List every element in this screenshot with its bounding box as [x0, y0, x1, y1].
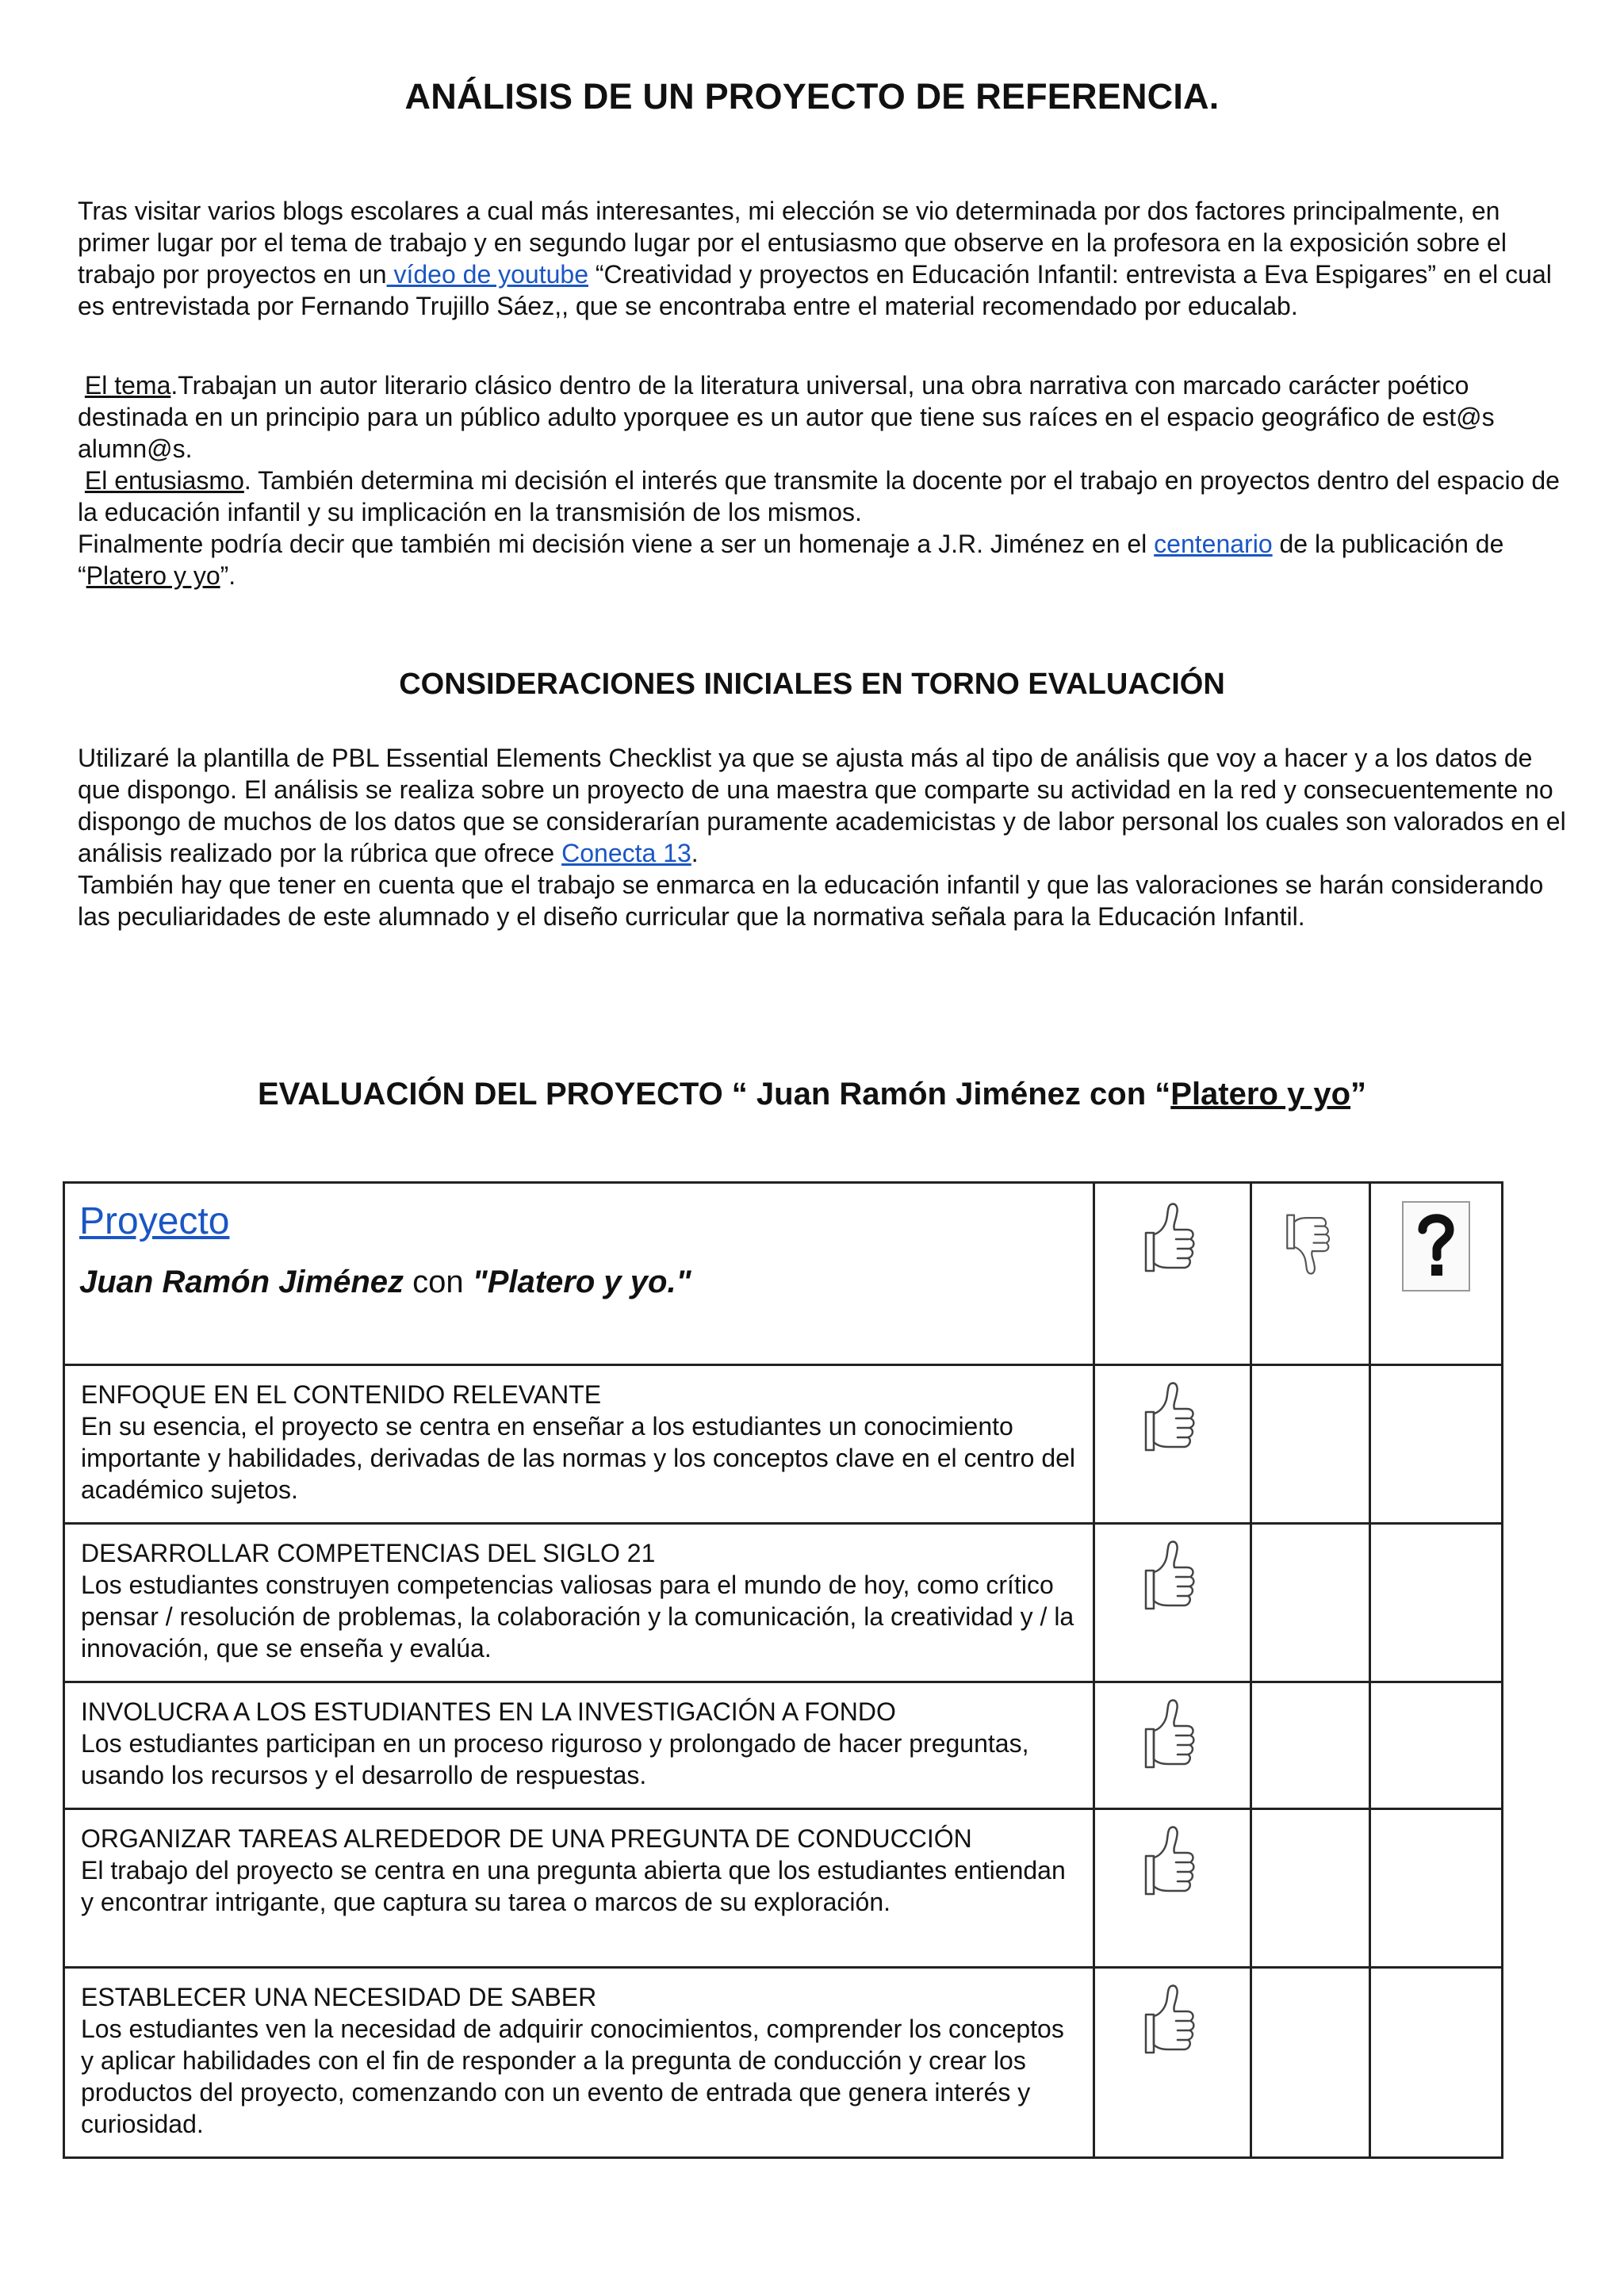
- intro-text-2: “Creatividad y proyectos en Educación Infantil: entrevista a Eva Espigares” en el cual es entrevistada por Fernando Trujillo Sáez,, que se encontraba entre el material recomendado por educalab.: [78, 260, 1552, 320]
- thumbs-up-icon: [1141, 1694, 1205, 1781]
- table-row: [64, 1682, 1503, 1809]
- entusiasmo-text: . También determina mi decisión el interés que transmite la docente por el trabajo en proyectos dentro del espacio de la educación infantil y su implicación en la transmisión de los mismos.: [78, 466, 1560, 526]
- tema-paragraph: [78, 369, 1568, 465]
- thumbs-up-icon: [1141, 1377, 1205, 1464]
- thumbs-up-icon: [1141, 1821, 1205, 1908]
- final-paragraph: [78, 528, 1568, 591]
- rating-thumbs-down-cell: [1251, 1524, 1370, 1682]
- rating-thumbs-down-cell: [1251, 1809, 1370, 1968]
- table-header-row: [64, 1183, 1503, 1365]
- rating-thumbs-up-cell: [1094, 1524, 1251, 1682]
- youtube-video-link[interactable]: vídeo de youtube: [386, 260, 588, 289]
- rating-question-cell: [1370, 1809, 1503, 1968]
- criterion-description: Los estudiantes ven la necesidad de adquirir conocimientos, comprender los conceptos y aplicar habilidades con el fin de responder a la pregunta de conducción y crear los productos del proyecto, comenzando con un evento de entrada que genera interés y curiosidad.: [81, 2015, 1064, 2138]
- final-book: Platero y yo: [86, 561, 220, 590]
- consideraciones-paragraph-2: También hay que tener en cuenta que el trabajo se enmarca en la educación infantil y que las valoraciones se harán considerando las peculiaridades de este alumnado y el diseño curricular que la normativa señala para la Educación Infantil.: [78, 871, 1544, 931]
- evaluacion-heading-close: ”: [1350, 1077, 1367, 1112]
- rating-thumbs-up-cell: [1094, 1365, 1251, 1524]
- criterion-title: DESARROLLAR COMPETENCIAS DEL SIGLO 21: [81, 1539, 656, 1567]
- final-text-2: de la publicación de “: [78, 530, 1504, 590]
- final-text-1: Finalmente podría decir que también mi decisión viene a ser un homenaje a J.R. Jiménez en el: [78, 530, 1155, 558]
- header-thumbs-down-cell: [1251, 1183, 1370, 1365]
- intro-text-1: Tras visitar varios blogs escolares a cual más interesantes, mi elección se vio determinada por dos factores principalmente, en primer lugar por el tema de trabajo y en segundo lugar por el entusiasmo que observe en la profesora en la exposición sobre el trabajo por proyectos en un: [78, 197, 1507, 289]
- tema-text: .Trabajan un autor literario clásico dentro de la literatura universal, una obra narrativa con marcado carácter poético destinada en un principio para un público adulto yporquee es un autor que tiene sus raíces en el espacio geográfico de est@s alumn@s.: [78, 371, 1495, 463]
- project-subtitle: [79, 1265, 1078, 1300]
- conecta13-link[interactable]: Conecta 13: [561, 839, 691, 867]
- consideraciones-paragraph-1: [78, 742, 1568, 869]
- thumbs-down-icon: [1283, 1201, 1339, 1280]
- thumbs-up-icon: [1141, 1536, 1205, 1623]
- criterion-description: En su esencia, el proyecto se centra en enseñar a los estudiantes un conocimiento importante y habilidades, derivadas de las normas y los conceptos clave en el centro del académico sujetos.: [81, 1412, 1076, 1504]
- consideraciones-text-1: Utilizaré la plantilla de PBL Essential Elements Checklist ya que se ajusta más al tipo de análisis que voy a hacer y a los datos de que dispongo. El análisis se realiza sobre un proyecto de una maestra que comparte su actividad en la red y consecuentemente no dispongo de muchos de los datos que se considerarían puramente academicistas y de labor personal los cuales son valorados en el análisis realizado por la rúbrica que ofrece: [78, 744, 1566, 867]
- criterion-description: Los estudiantes participan en un proceso riguroso y prolongado de hacer preguntas, usando los recursos y el desarrollo de respuestas.: [81, 1729, 1029, 1789]
- tema-indent: [78, 371, 85, 400]
- consideraciones-text-2: .: [691, 839, 699, 867]
- rating-question-cell: [1370, 1524, 1503, 1682]
- project-con: con: [404, 1265, 473, 1299]
- rating-question-cell: [1370, 1682, 1503, 1809]
- table-row: [64, 1365, 1503, 1524]
- project-author: Juan Ramón Jiménez: [79, 1265, 404, 1299]
- project-book: "Platero y yo.": [472, 1265, 691, 1299]
- rating-thumbs-up-cell: [1094, 1968, 1251, 2158]
- criterion-title: ESTABLECER UNA NECESIDAD DE SABER: [81, 1983, 597, 2011]
- rating-thumbs-down-cell: [1251, 1968, 1370, 2158]
- rating-thumbs-down-cell: [1251, 1682, 1370, 1809]
- criterion-cell: [64, 1365, 1094, 1524]
- rating-question-cell: [1370, 1968, 1503, 2158]
- table-row: [64, 1968, 1503, 2158]
- entusiasmo-indent: [78, 466, 85, 495]
- rating-thumbs-up-cell: [1094, 1682, 1251, 1809]
- criterion-description: El trabajo del proyecto se centra en una pregunta abierta que los estudiantes entiendan y encontrar intrigante, que captura su tarea o marcos de su exploración.: [81, 1856, 1066, 1916]
- entusiasmo-label: El entusiasmo: [84, 466, 244, 495]
- header-question-cell: [1370, 1183, 1503, 1365]
- project-cell: [64, 1183, 1094, 1365]
- criterion-description: Los estudiantes construyen competencias valiosas para el mundo de hoy, como crítico pensar / resolución de problemas, la colaboración y la comunicación, la creatividad y / la innovación, que se enseña y evalúa.: [81, 1571, 1074, 1663]
- centenario-link[interactable]: centenario: [1154, 530, 1273, 558]
- final-text-3: ”.: [220, 561, 236, 590]
- section-heading-evaluacion: [0, 1077, 1624, 1112]
- rating-thumbs-down-cell: [1251, 1365, 1370, 1524]
- entusiasmo-paragraph: [78, 465, 1568, 528]
- table-row: [64, 1524, 1503, 1682]
- criterion-title: INVOLUCRA A LOS ESTUDIANTES EN LA INVESTIGACIÓN A FONDO: [81, 1697, 896, 1726]
- tema-label: El tema: [84, 371, 171, 400]
- page-title: ANÁLISIS DE UN PROYECTO DE REFERENCIA.: [404, 76, 1220, 117]
- rating-thumbs-up-cell: [1094, 1809, 1251, 1968]
- thumbs-up-icon: [1141, 1980, 1205, 2067]
- rating-question-cell: [1370, 1365, 1503, 1524]
- evaluacion-heading-text: EVALUACIÓN DEL PROYECTO “ Juan Ramón Jiménez con “: [257, 1077, 1171, 1112]
- criterion-title: ORGANIZAR TAREAS ALREDEDOR DE UNA PREGUNTA DE CONDUCCIÓN: [81, 1824, 972, 1853]
- project-link[interactable]: Proyecto: [79, 1200, 230, 1242]
- criterion-title: ENFOQUE EN EL CONTENIDO RELEVANTE: [81, 1380, 602, 1409]
- criterion-cell: [64, 1524, 1094, 1682]
- evaluation-table: [63, 1181, 1503, 2159]
- thumbs-up-icon: [1141, 1198, 1205, 1285]
- table-row: [64, 1809, 1503, 1968]
- criterion-cell: [64, 1809, 1094, 1968]
- section-heading-consideraciones: CONSIDERACIONES INICIALES EN TORNO EVALUACIÓN: [399, 668, 1225, 701]
- question-icon: [1400, 1200, 1472, 1293]
- header-thumbs-up-cell: [1094, 1183, 1251, 1365]
- evaluacion-heading-book: Platero y yo: [1170, 1077, 1351, 1112]
- criterion-cell: [64, 1968, 1094, 2158]
- intro-paragraph: [78, 195, 1568, 322]
- criterion-cell: [64, 1682, 1094, 1809]
